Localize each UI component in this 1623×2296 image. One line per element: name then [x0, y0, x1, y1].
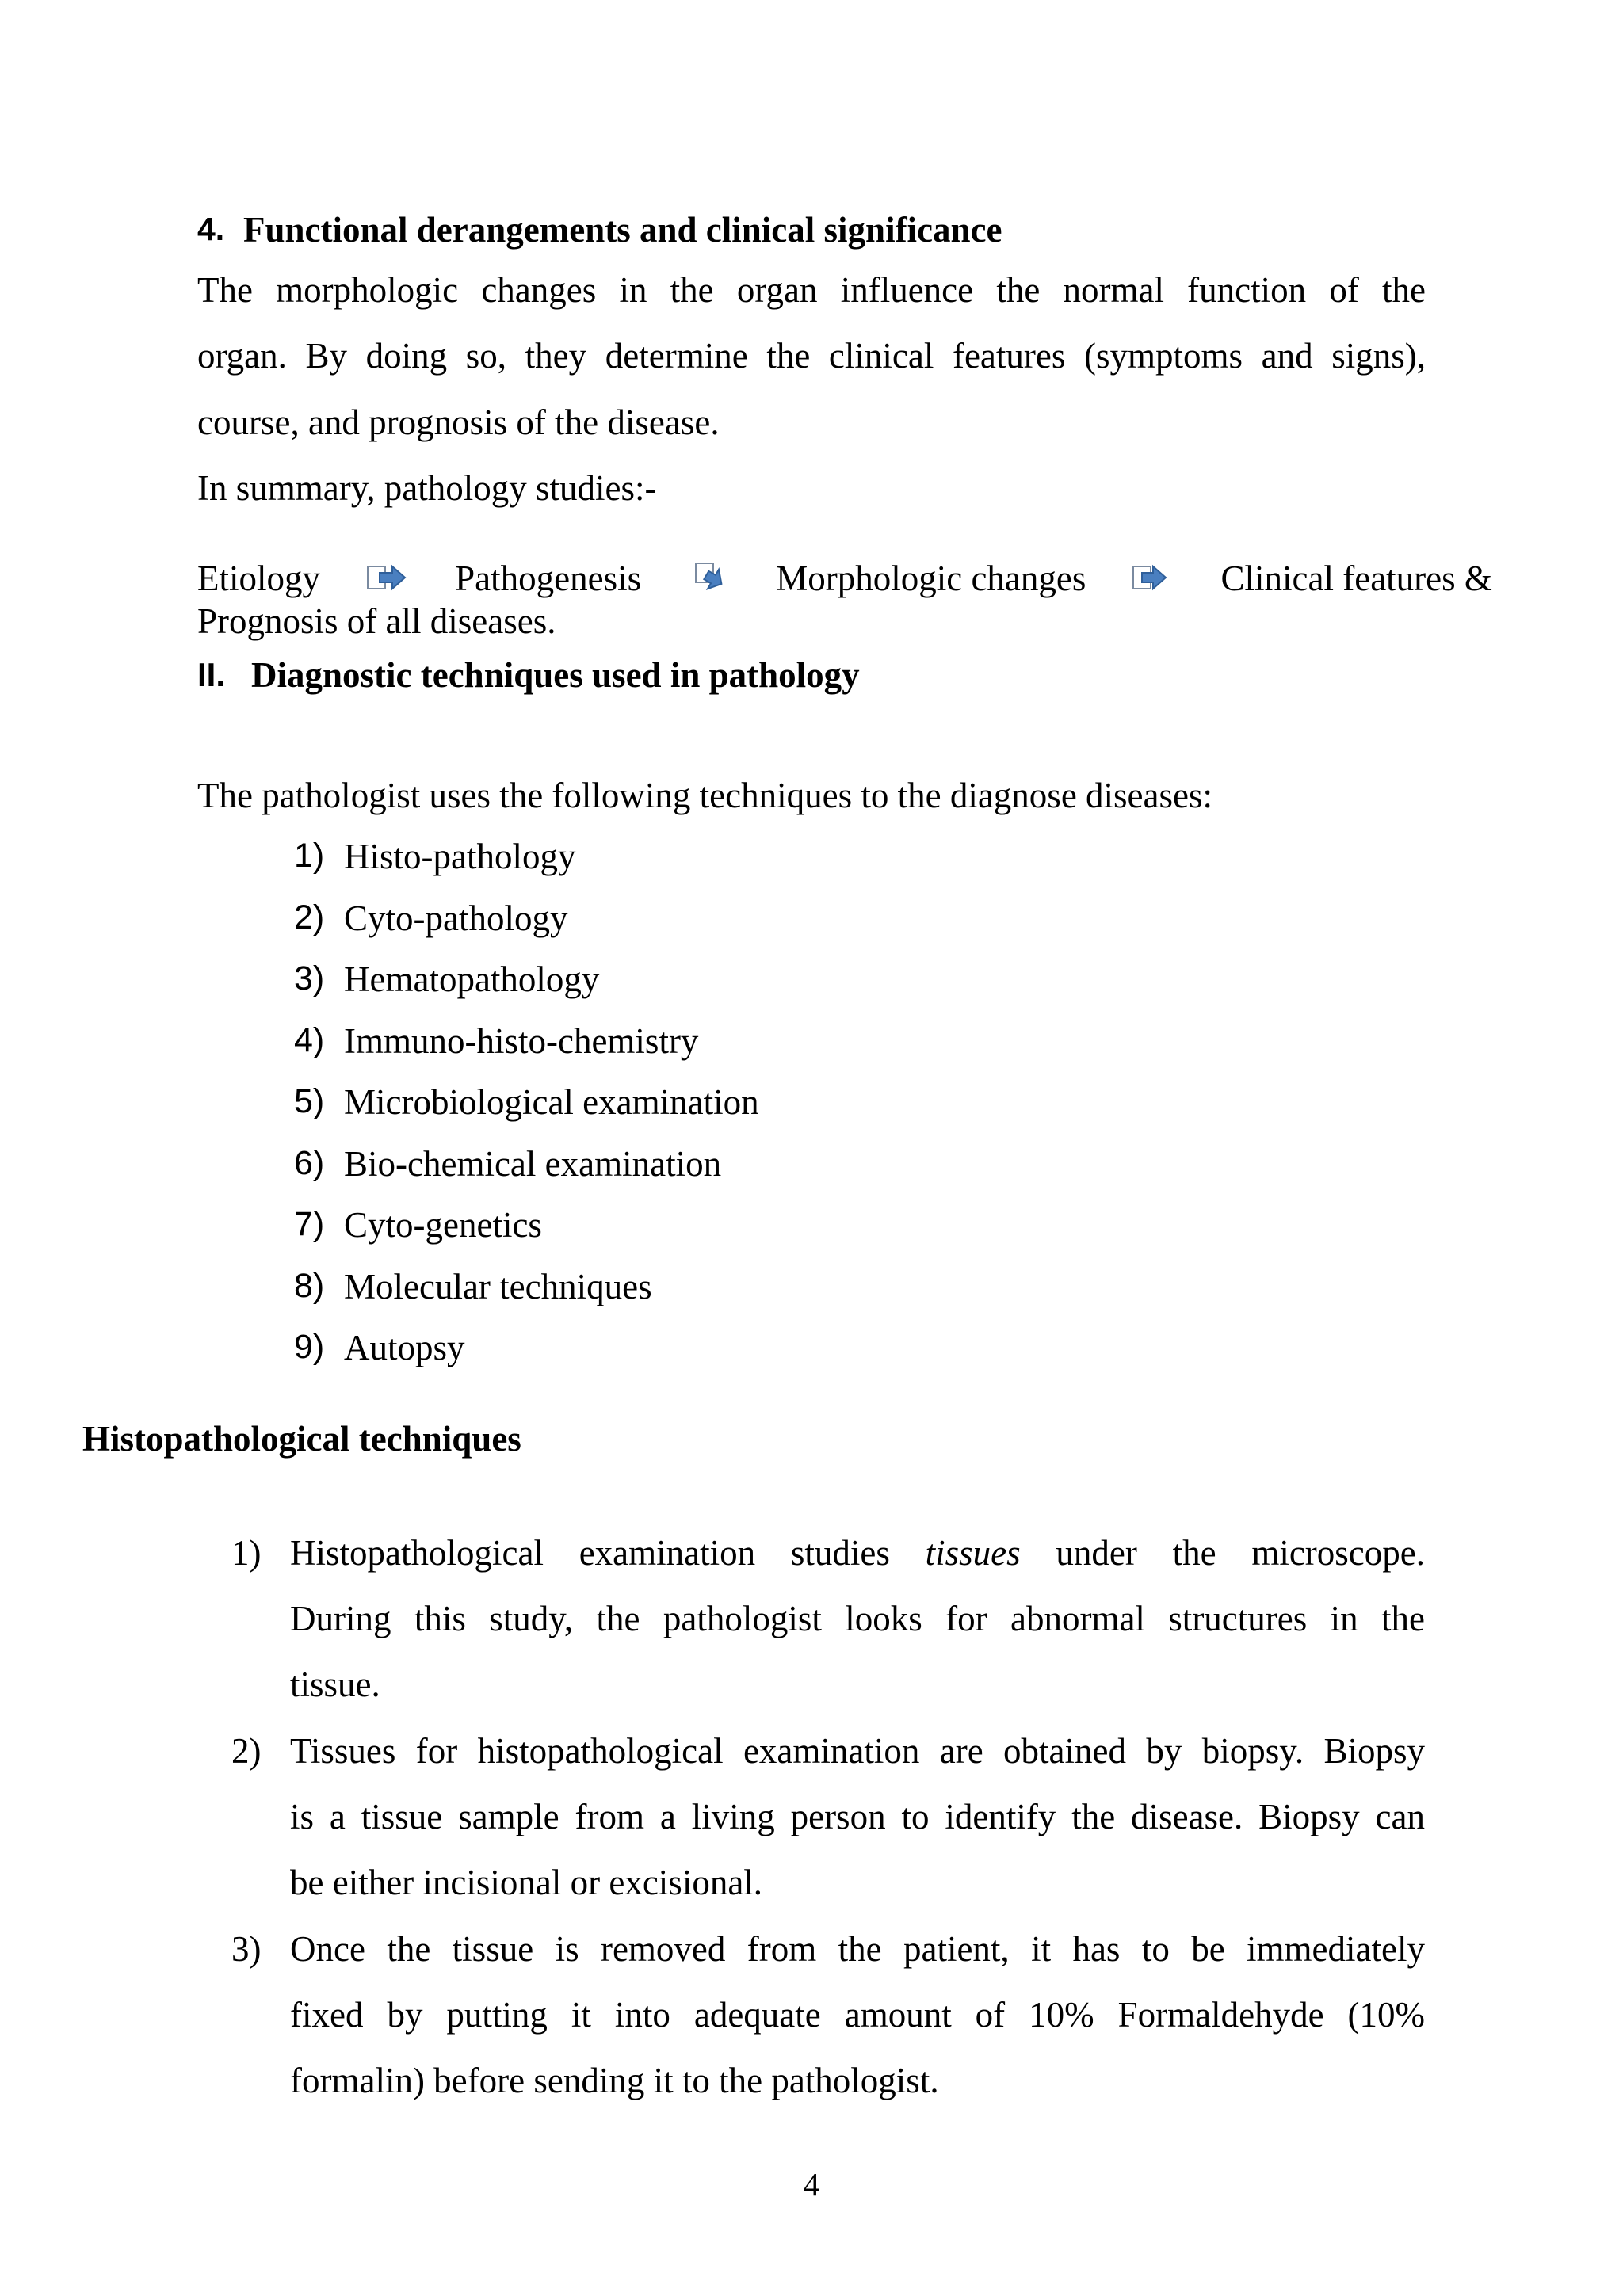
point-number: 3)	[231, 1929, 262, 1969]
emphasis-tissues: tissues	[925, 1533, 1021, 1573]
list-number: 7)	[294, 1205, 325, 1243]
flow-item-clinical-features: Clinical features &	[1220, 559, 1492, 598]
list-number: 1)	[294, 837, 325, 875]
point-line: be either incisional or excisional.	[290, 1863, 763, 1902]
section-4-number: 4.	[197, 211, 225, 247]
list-number: 6)	[294, 1144, 325, 1182]
pathology-flow	[197, 556, 1492, 601]
flow-item-pathogenesis: Pathogenesis	[455, 559, 642, 598]
list-number: 5)	[294, 1082, 325, 1120]
section-4-title: Functional derangements and clinical significance	[243, 210, 1002, 250]
histopathology-heading: Histopathological techniques	[82, 1419, 521, 1459]
list-item: Cyto-genetics	[344, 1205, 542, 1245]
point-line: During this study, the pathologist looks for abnormal structures in the	[290, 1599, 1425, 1638]
list-item: Autopsy	[344, 1328, 465, 1367]
section-2-number: II.	[197, 656, 226, 693]
point-line: tissue.	[290, 1665, 380, 1704]
down-right-arrow-icon	[686, 560, 731, 597]
flow-continuation: Prognosis of all diseases.	[197, 601, 556, 641]
list-item: Microbiological examination	[344, 1082, 759, 1122]
point-line: Histopathological examination studies tissues under the microscope.	[290, 1533, 1425, 1573]
list-number: 8)	[294, 1267, 325, 1305]
paragraph-line: The morphologic changes in the organ influence the normal function of the	[197, 270, 1426, 310]
paragraph-line: course, and prognosis of the disease.	[197, 402, 720, 442]
point-line: formalin) before sending it to the pathologist.	[290, 2061, 939, 2100]
list-number: 4)	[294, 1021, 325, 1059]
point-line: fixed by putting it into adequate amount of 10% Formaldehyde (10%	[290, 1995, 1425, 2035]
point-line: Tissues for histopathological examination are obtained by biopsy. Biopsy	[290, 1731, 1425, 1771]
flow-item-etiology: Etiology	[197, 559, 320, 598]
point-number: 2)	[231, 1731, 262, 1771]
summary-text: In summary, pathology studies:-	[197, 468, 657, 508]
point-line: is a tissue sample from a living person to identify the disease. Biopsy can	[290, 1797, 1425, 1836]
list-item: Histo-pathology	[344, 837, 576, 876]
techniques-intro: The pathologist uses the following techniques to the diagnose diseases:	[197, 776, 1213, 815]
list-number: 9)	[294, 1328, 325, 1366]
right-arrow-icon	[1131, 560, 1175, 597]
list-number: 2)	[294, 898, 325, 936]
list-item: Hematopathology	[344, 959, 600, 999]
list-item: Bio-chemical examination	[344, 1144, 722, 1184]
right-arrow-icon	[365, 560, 410, 597]
section-2-title: Diagnostic techniques used in pathology	[251, 655, 860, 695]
point-number: 1)	[231, 1533, 262, 1573]
point-line: Once the tissue is removed from the patient, it has to be immediately	[290, 1929, 1425, 1969]
page-number: 4	[803, 2166, 820, 2203]
list-item: Immuno-histo-chemistry	[344, 1021, 699, 1061]
flow-item-morphologic-changes: Morphologic changes	[776, 559, 1086, 598]
list-item: Molecular techniques	[344, 1267, 652, 1306]
paragraph-line: organ. By doing so, they determine the clinical features (symptoms and signs),	[197, 336, 1426, 376]
list-item: Cyto-pathology	[344, 898, 568, 938]
list-number: 3)	[294, 959, 325, 997]
